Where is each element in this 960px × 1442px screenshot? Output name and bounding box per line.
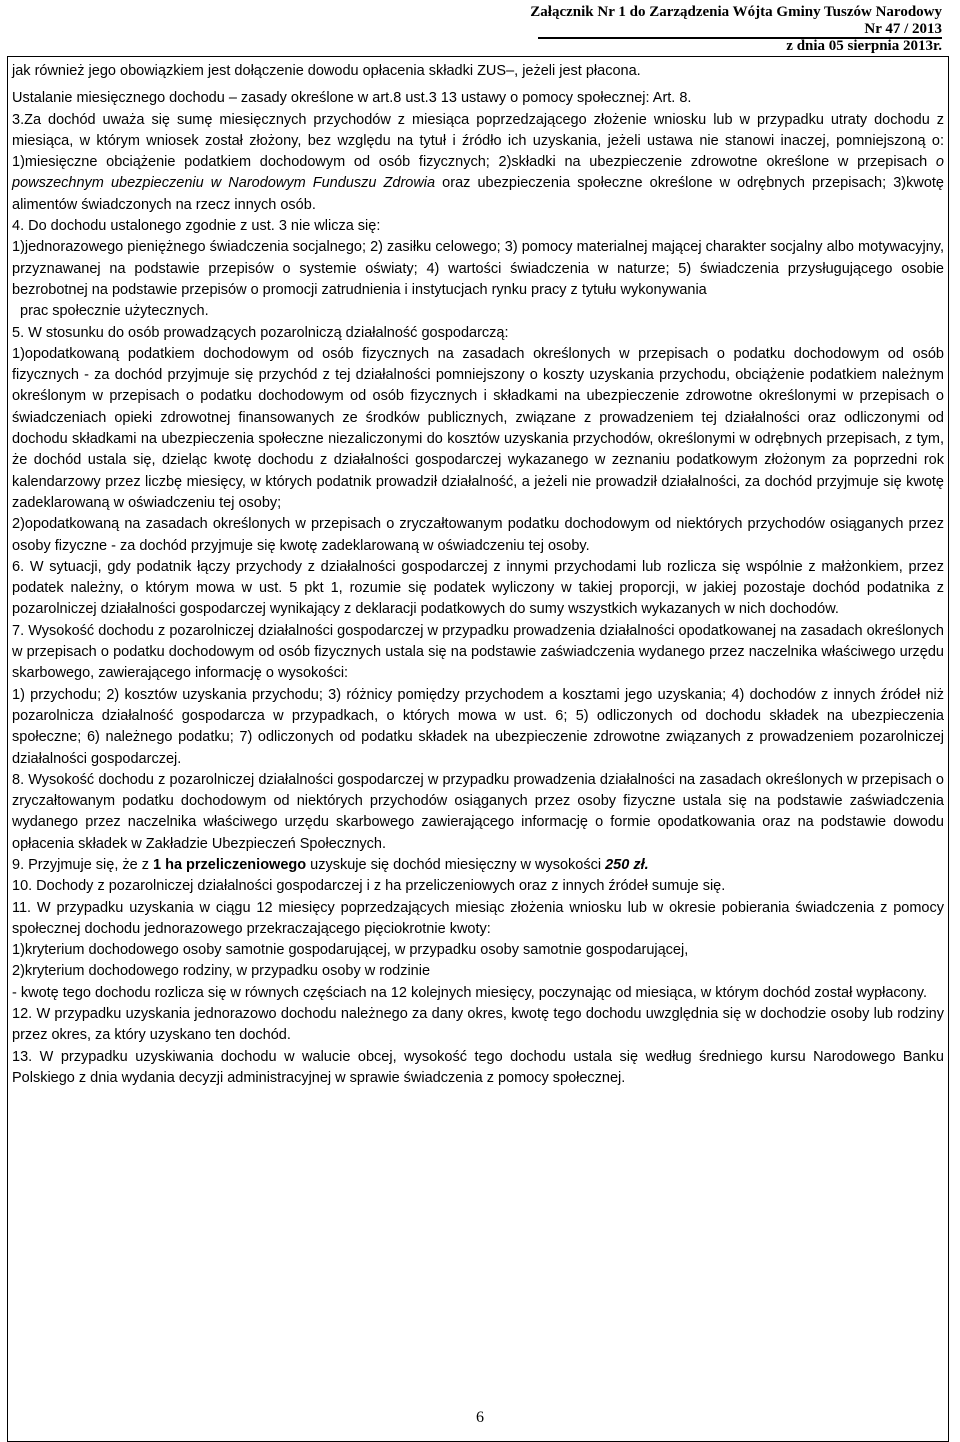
paragraph-5-intro: 5. W stosunku do osób prowadzących pozarolniczą działalność gospodarczą: <box>12 324 509 341</box>
content-frame <box>7 56 949 1442</box>
header-rule <box>538 37 942 39</box>
paragraph-zus: jak również jego obowiązkiem jest dołączenie dowodu opłacenia składki ZUS–, jeżeli jest płacona. <box>12 63 641 79</box>
paragraph-9 <box>12 855 944 876</box>
paragraph-11-intro: 11. W przypadku uzyskania w ciągu 12 miesięcy poprzedzających miesiąc złożenia wniosku lub w okresie pobierania świadczenia z pomocy społecznej dochodu jednorazowego przekraczającego pięciokrotnie kwoty: <box>12 899 944 937</box>
paragraph-4-list: 1)jednorazowego pieniężnego świadczenia socjalnego; 2) zasiłku celowego; 3) pomocy materialnej mającej charakter socjalny albo motywacyjny, przyznawanej na podstawie przepisów o systemie oświaty; 4) wartości świadczenia w naturze; 5) świadczenia przysługującego osobie bezrobotnej na podstawie przepisów o promocji zatrudnienia i instytucjach rynku pracy z tytułu wykonywania <box>12 239 944 298</box>
document-header <box>512 4 942 55</box>
paragraph-11-item-1: 1)kryterium dochodowego osoby samotnie gospodarującej, w przypadku osoby samotnie gospodarującej, <box>12 942 689 959</box>
page-number: 6 <box>476 1409 484 1426</box>
paragraph-4-end: prac społecznie użytecznych. <box>20 303 209 320</box>
paragraph-10: 10. Dochody z pozarolniczej działalności gospodarczej i z ha przeliczeniowych oraz z innych źródeł sumuje się. <box>12 878 726 895</box>
paragraph-12: 12. W przypadku uzyskania jednorazowo dochodu należnego za dany okres, kwotę tego dochodu uwzględnia się w dochodzie osoby lub rodziny przez okres, za który uzyskano ten dochód. <box>12 1006 944 1044</box>
paragraph-3-italic: o powszechnym ubezpieczeniu w Narodowym Funduszu Zdrowia <box>12 154 944 192</box>
paragraph-8: 8. Wysokość dochodu z pozarolniczej działalności gospodarczej w przypadku prowadzenia działalności na zasadach określonych w przepisach o zryczałtowanym podatku dochodowym od niektórych przychodów osiąganych przez osoby fizyczne ustala się na podstawie zaświadczenia wydanego przez naczelnika właściwego urzędu skarbowego zawierającego informację o formie opodatkowania oraz na podstawie dowodu opłacenia składek w Zakładzie Ubezpieczeń Społecznych. <box>12 771 944 852</box>
paragraph-9-bold: 1 ha przeliczeniowego <box>153 856 307 873</box>
section-heading: Ustalanie miesięcznego dochodu – zasady określone w art.8 ust.3 13 ustawy o pomocy społecznej: Art. 8. <box>12 90 692 107</box>
paragraph-11-rule: - kwotę tego dochodu rozlicza się w równych częściach na 12 kolejnych miesięcy, poczynając od miesiąca, w którym dochód został wypłacony. <box>12 984 927 1001</box>
header-line-2: z dnia 05 sierpnia 2013r. <box>786 38 942 54</box>
paragraph-7-list: 1) przychodu; 2) kosztów uzyskania przychodu; 3) różnicy pomiędzy przychodem a kosztami jego uzyskania; 4) dochodów z innych źródeł niż pozarolnicza działalność gospodarcza w przypadkach, o których mowa w ust. 6; 5) odliczonych od dochodu składek na ubezpieczenia społeczne; 6) należnego podatku; 7) odliczonych od podatku składek na ubezpieczenie zdrowotne związanych z prowadzeniem pozarolniczej działalności gospodarczej. <box>12 686 944 767</box>
paragraph-11-item-2: 2)kryterium dochodowego rodziny, w przypadku osoby w rodzinie <box>12 963 431 980</box>
paragraph-9-text-c: uzyskuje się dochód miesięczny w wysokości <box>306 856 606 873</box>
paragraph-13: 13. W przypadku uzyskiwania dochodu w walucie obcej, wysokość tego dochodu ustala się według średniego kursu Narodowego Banku Polskiego z dnia wydania decyzji administracyjnej w sprawie świadczenia z pomocy społecznej. <box>12 1048 944 1086</box>
paragraph-3-text-c: oraz ubezpieczenia społeczne określone w odrębnych przepisach; 3)kwotę alimentów świadczonych na rzecz innych osób. <box>12 175 944 213</box>
paragraph-4-intro: 4. Do dochodu ustalonego zgodnie z ust. 3 nie wlicza się: <box>12 218 381 235</box>
paragraph-3 <box>12 110 944 216</box>
paragraph-6: 6. W sytuacji, gdy podatnik łączy przychody z działalności gospodarczej z innymi przychodami lub rozlicza się wspólnie z małżonkiem, przez podatek należny, o którym mowa w ust. 5 pkt 1, rozumie się podatek wyliczony w takiej proporcji, w jakiej pozostaje dochód podatnika z pozarolniczej działalności gospodarczej wynikający z deklaracji podatkowych do sumy wszystkich wykazanych w nich dochodów. <box>12 558 944 618</box>
paragraph-3-text-a: 3.Za dochód uważa się sumę miesięcznych przychodów z miesiąca poprzedzającego złożenie wniosku lub w przypadku utraty dochodu z miesiąca, w którym wniosek został złożony, bez względu na tytuł i źródło ich uzyskania, jeżeli ustawa nie stanowi inaczej, pomniejszoną o: 1)miesięczne obciążenie podatkiem dochodowym od osób fizycznych; 2)składki na ubezpieczenie zdrowotne określone w przepisach <box>12 111 944 171</box>
header-line-1: Załącznik Nr 1 do Zarządzenia Wójta Gminy Tuszów Narodowy Nr 47 / 2013 <box>530 4 942 37</box>
paragraph-7-intro: 7. Wysokość dochodu z pozarolniczej działalności gospodarczej w przypadku prowadzenia działalności opodatkowanej na zasadach określonych w przepisach o podatku dochodowym od osób fizycznych ustala się na podstawie zaświadczenia wydanego przez naczelnika właściwego urzędu skarbowego, zawierającego informację o wysokości: <box>12 622 944 682</box>
paragraph-9-amount: 250 zł. <box>605 856 649 873</box>
paragraph-5-item-1: 1)opodatkowaną podatkiem dochodowym od osób fizycznych na zasadach określonych w przepisach o podatku dochodowym od osób fizycznych - za dochód przyjmuje się przychód z tej działalności pomniejszony o koszty uzyskania przychodu, obciążenie podatkiem należnym określonym w przepisach o podatku dochodowym od osób fizycznych i składkami na ubezpieczenie zdrowotne określonymi w przepisach o świadczeniach opieki zdrowotnej finansowanych ze środków publicznych, związane z prowadzeniem tej działalności oraz odliczonymi od dochodu składkami na ubezpieczenia społeczne niezaliczonymi do kosztów uzyskania przychodów, określonymi w odrębnych przepisach, z tym, że dochód ustala się, dzieląc kwotę dochodu z działalności gospodarczej wykazanego w zeznaniu podatkowym złożonym za poprzedni rok kalendarzowy przez liczbę miesięcy, w których podatnik prowadził działalność, a jeżeli nie prowadził działalności, za dochód przyjmuje się kwotę zadeklarowaną w oświadczeniu tej osoby; <box>12 345 944 511</box>
paragraph-9-text-a: 9. Przyjmuje się, że z <box>12 856 154 873</box>
paragraph-5-item-2: 2)opodatkowaną na zasadach określonych w przepisach o zryczałtowanym podatku dochodowym od niektórych przychodów osiąganych przez osoby fizyczne - za dochód przyjmuje się kwotę zadeklarowaną w oświadczeniu tej osoby. <box>12 516 944 554</box>
document-body <box>12 61 944 1089</box>
